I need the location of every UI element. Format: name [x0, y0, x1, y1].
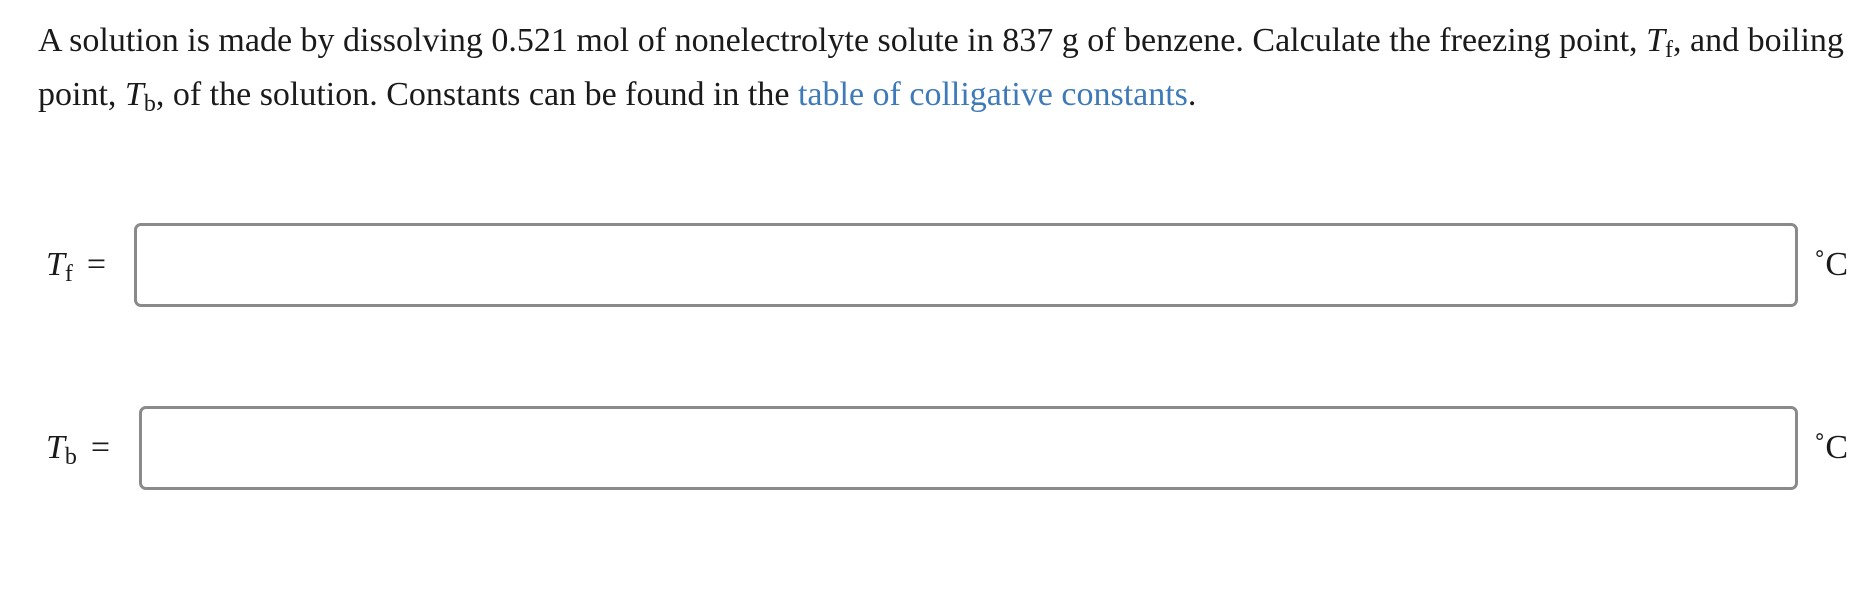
question-text — [38, 14, 1858, 122]
boiling-point-label: $T_b$ = — [46, 429, 111, 470]
freezing-point-input[interactable] — [134, 223, 1798, 307]
boiling-point-answer-row — [0, 406, 1876, 490]
freezing-point-answer-row — [0, 223, 1876, 307]
question-text-part-1: A solution is made by dissolving 0.521 mol of nonelectrolyte solute in 837 g of benzene. Calculate the freezing point, — [38, 22, 1647, 59]
boiling-point-unit: ˚C — [1814, 429, 1848, 466]
question-text-part-2: , and boiling point, — [38, 22, 1844, 113]
colligative-constants-link[interactable]: table of colligative constants — [797, 76, 1188, 113]
boiling-point-symbol: $T_b$ — [124, 76, 156, 117]
freezing-point-unit: ˚C — [1814, 246, 1848, 283]
freezing-point-label: $T_f$ = — [46, 246, 107, 287]
freezing-point-symbol: $T_f$ — [1646, 22, 1673, 63]
question-text-part-4: . — [1187, 76, 1197, 113]
question-text-part-3: , of the solution. Constants can be found in the — [155, 76, 798, 113]
boiling-point-input[interactable] — [139, 406, 1798, 490]
